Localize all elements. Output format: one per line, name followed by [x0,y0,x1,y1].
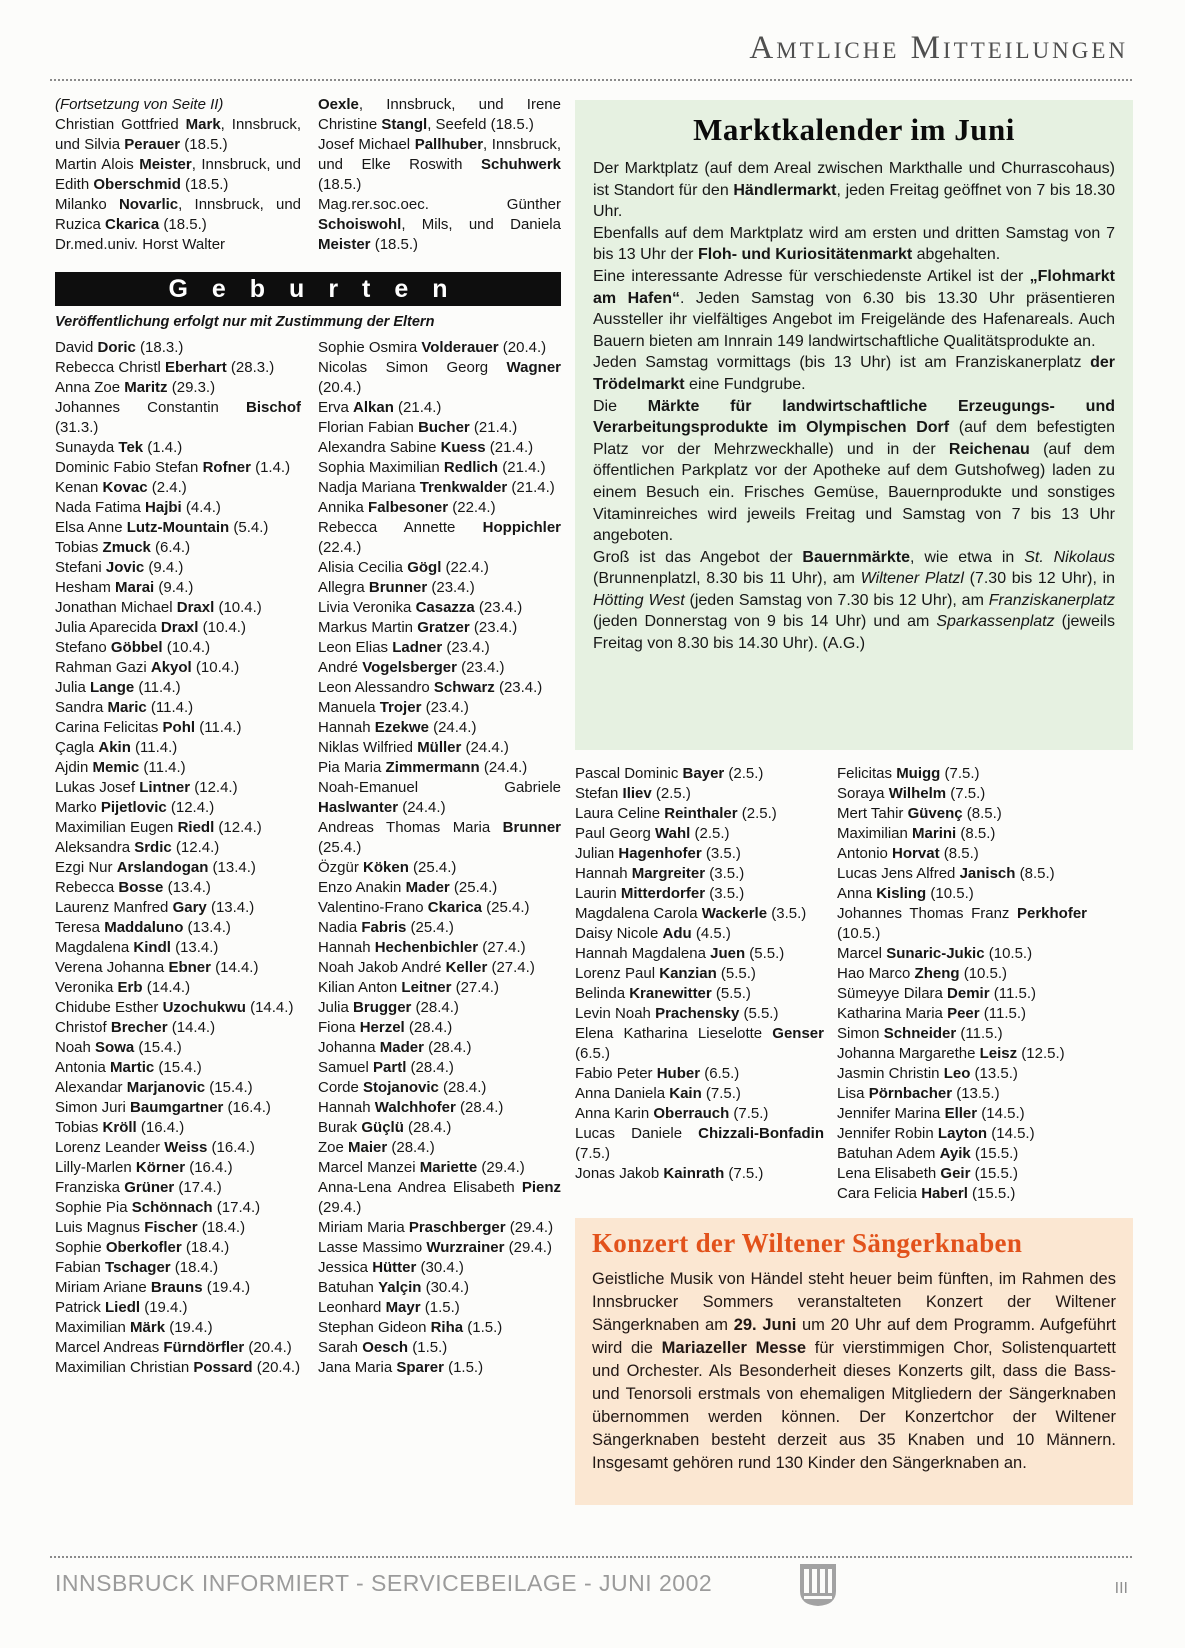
list-item: Jonas Jakob Kainrath (7.5.) [575,1165,764,1182]
list-item: Belinda Kranewitter (5.5.) [575,985,751,1002]
list-item: Veronika Erb (14.4.) [55,979,191,996]
list-item: Anna Daniela Kain (7.5.) [575,1085,741,1102]
list-item: Jessica Hütter (30.4.) [318,1259,464,1276]
list-item: Hannah Magdalena Juen (5.5.) [575,945,785,962]
births-column-4 [837,764,1087,1216]
list-item: Hesham Marai (9.4.) [55,579,194,596]
list-item: Stefan Iliev (2.5.) [575,785,691,802]
list-item: Antonio Horvat (8.5.) [837,845,979,862]
list-item: Geistliche Musik von Händel steht heuer beim fünften, im Rahmen des Innsbrucker Sommers veranstalteten Konzert der Wiltener Sängerknaben am 29. Juni um 20 Uhr auf dem Programm. Aufgeführt wird die Mariazeller Messe für vierstimmigen Chor, Solistenquartett und Orchester. Als Besonderheit dieses Konzerts gilt, dass die Bass- und Tenorsoli erstmals von ehemaligen Mitgliedern der Sängerknaben übernommen werden können. Der Konzertchor der Wiltener Sängerknaben besteht derzeit aus 35 Knaben und 10 Männern. Insgesamt gehören rund 130 Kinder den Sängerknaben an. [592,1270,1116,1472]
section-header-geburten-label: Geburten [168,274,472,303]
list-item: Lucas Jens Alfred Janisch (8.5.) [837,865,1055,882]
list-item: Maximilian Märk (19.4.) [55,1319,213,1336]
section-header-geburten [55,272,561,306]
list-item: Simon Schneider (11.5.) [837,1025,1003,1042]
list-item: Magdalena Kindl (13.4.) [55,939,219,956]
list-item: Sophia Maximilian Redlich (21.4.) [318,459,546,476]
list-item: Alexandar Marjanovic (15.4.) [55,1079,253,1096]
list-item: Felicitas Muigg (7.5.) [837,765,980,782]
list-item: Marcel Andreas Fürndörfler (20.4.) [55,1339,292,1356]
list-item: Pascal Dominic Bayer (2.5.) [575,765,764,782]
list-item: Maximilian Marini (8.5.) [837,825,996,842]
list-item: Chidube Esther Uzochukwu (14.4.) [55,999,294,1016]
page-title: Amtliche Mitteilungen [749,30,1128,66]
list-item: Lisa Pörnbacher (13.5.) [837,1085,1000,1102]
list-item: Leonhard Mayr (1.5.) [318,1299,460,1316]
list-item: Manuela Trojer (23.4.) [318,699,469,716]
list-item: Hannah Walchhofer (28.4.) [318,1099,504,1116]
list-item: Johanna Margarethe Leisz (12.5.) [837,1045,1065,1062]
list-item: Paul Georg Wahl (2.5.) [575,825,730,842]
list-item: Antonia Martic (15.4.) [55,1059,202,1076]
list-item: Elsa Anne Lutz-Mountain (5.4.) [55,519,269,536]
list-item: Katharina Maria Peer (11.5.) [837,1005,1026,1022]
list-item: Julian Hagenhofer (3.5.) [575,845,741,862]
innsbruck-coat-of-arms-logo [797,1562,839,1608]
list-item: Franziska Grüner (17.4.) [55,1179,222,1196]
list-item: Laurenz Manfred Gary (13.4.) [55,899,255,916]
list-item: Cara Felicia Haberl (15.5.) [837,1185,1016,1202]
list-item: Lasse Massimo Wurzrainer (29.4.) [318,1239,552,1256]
list-item: Leon Elias Ladner (23.4.) [318,639,490,656]
list-item: Zoe Maier (28.4.) [318,1139,435,1156]
list-item: Hannah Margreiter (3.5.) [575,865,745,882]
market-calendar-title: Marktkalender im Juni [693,112,1015,147]
list-item: Allegra Brunner (23.4.) [318,579,475,596]
page-number: III [1114,1580,1128,1597]
list-item: Dominic Fabio Stefan Rofner (1.4.) [55,459,291,476]
list-item: Lukas Josef Lintner (12.4.) [55,779,238,796]
list-item: Der Marktplatz (auf dem Areal zwischen Markthalle und Churrascohaus) ist Standort für den Händlermarkt, jeden Freitag geöffnet von 7 bis 18.30 Uhr. [593,160,1116,221]
concert-body [592,1268,1116,1475]
list-item: Özgür Köken (25.4.) [318,859,457,876]
list-item: Aleksandra Srdic (12.4.) [55,839,220,856]
list-item: Dr.med.univ. Horst Walter [55,236,226,253]
list-item: Hannah Hechenbichler (27.4.) [318,939,526,956]
list-item: Levin Noah Prachensky (5.5.) [575,1005,779,1022]
list-item: Valentino-Frano Ckarica (25.4.) [318,899,530,916]
list-item: Corde Stojanovic (28.4.) [318,1079,487,1096]
list-item: Julia Brugger (28.4.) [318,999,459,1016]
list-item: Rahman Gazi Akyol (10.4.) [55,659,240,676]
list-item: Martin Alois Meister, Innsbruck, und Edith Oberschmid (18.5.) [55,156,301,193]
list-item: Anna Karin Oberrauch (7.5.) [575,1105,769,1122]
list-item: Groß ist das Angebot der Bauernmärkte, wie etwa in St. Nikolaus (Brunnenplatzl, 8.30 bis 11 Uhr), am Wiltener Platzl (7.30 bis 12 Uhr), in Hötting West (jeden Samstag von 7.30 bis 12 Uhr), am Franziskanerplatz (jeden Donnerstag von 9 bis 14 Uhr) und am Sparkassenplatz (jeweils Freitag von 8.30 bis 14.30 Uhr). (A.G.) [593,548,1116,653]
footer-text: INNSBRUCK INFORMIERT - SERVICEBEILAGE - JUNI 2002 [55,1570,713,1596]
list-item: Jennifer Marina Eller (14.5.) [837,1105,1025,1122]
list-item: Soraya Wilhelm (7.5.) [837,785,986,802]
list-item: Anna Zoe Maritz (29.3.) [55,379,216,396]
list-item: Luis Magnus Fischer (18.4.) [55,1219,246,1236]
list-item: Josef Michael Pallhuber, Innsbruck, und Elke Roswith Schuhwerk (18.5.) [318,136,561,193]
births-column-3 [575,764,824,1216]
births-column-2 [318,338,561,1518]
list-item: Marcel Manzei Mariette (29.4.) [318,1159,525,1176]
list-item: Samuel Partl (28.4.) [318,1059,454,1076]
concert-box [575,1218,1133,1505]
list-item: Noah Jakob André Keller (27.4.) [318,959,535,976]
list-item: Daisy Nicole Adu (4.5.) [575,925,731,942]
list-item: Maximilian Eugen Riedl (12.4.) [55,819,262,836]
list-item: Tobias Zmuck (6.4.) [55,539,191,556]
list-item: Noah Sowa (15.4.) [55,1039,182,1056]
list-item: Sophie Osmira Volderauer (20.4.) [318,339,547,356]
list-item: Kenan Kovac (2.4.) [55,479,187,496]
list-item: Andreas Thomas Maria Brunner (25.4.) [318,819,561,856]
list-item: Anna Kisling (10.5.) [837,885,974,902]
list-item: Oexle, Innsbruck, und Irene Christine Stangl, Seefeld (18.5.) [318,96,561,133]
births-column-1 [55,338,301,1518]
list-item: Marcel Sunaric-Jukic (10.5.) [837,945,1033,962]
list-item: Rebecca Bosse (13.4.) [55,879,211,896]
list-item: Julia Lange (11.4.) [55,679,181,696]
list-item: Rebecca Annette Hoppichler (22.4.) [318,519,561,556]
list-item: Hannah Ezekwe (24.4.) [318,719,477,736]
list-item: Lorenz Paul Kanzian (5.5.) [575,965,756,982]
list-item: Sandra Maric (11.4.) [55,699,194,716]
list-item: Eine interessante Adresse für verschiedenste Artikel ist der „Flohmarkt am Hafen“. Jeden Samstag von 6.30 bis 13.30 Uhr präsentieren Aussteller ihr vielfältiges Angebot im Freigelände des Hafenareals. Auch Bauern bieten am Innrain 149 landwirtschaftliche Qualitätsprodukte an. [593,267,1115,350]
list-item: Magdalena Carola Wackerle (3.5.) [575,905,807,922]
list-item: Mag.rer.soc.oec. Günther Schoiswohl, Mils, und Daniela Meister (18.5.) [318,196,561,253]
list-item: Maximilian Christian Possard (20.4.) [55,1359,301,1376]
list-item: Noah-Emanuel Gabriele Haslwanter (24.4.) [318,779,561,816]
list-item: Alexandra Sabine Kuess (21.4.) [318,439,534,456]
list-item: Miriam Maria Praschberger (29.4.) [318,1219,554,1236]
list-item: Hao Marco Zheng (10.5.) [837,965,1008,982]
list-item: Ebenfalls auf dem Marktplatz wird am ersten und dritten Samstag von 7 bis 13 Uhr der Floh- und Kuriositätenmarkt abgehalten. [593,224,1115,264]
list-item: Lilly-Marlen Körner (16.4.) [55,1159,233,1176]
list-item: Christian Gottfried Mark, Innsbruck, und Silvia Perauer (18.5.) [55,116,301,153]
list-item: Miriam Ariane Brauns (19.4.) [55,1279,251,1296]
market-calendar-box [575,100,1133,750]
list-item: Batuhan Adem Ayik (15.5.) [837,1145,1019,1162]
list-item: Markus Martin Gratzer (23.4.) [318,619,518,636]
list-item: Stefano Göbbel (10.4.) [55,639,211,656]
market-calendar-body [593,158,1115,655]
list-item: Mert Tahir Güvenç (8.5.) [837,805,1002,822]
list-item: Batuhan Yalçin (30.4.) [318,1279,469,1296]
list-item: Julia Aparecida Draxl (10.4.) [55,619,246,636]
list-item: Lena Elisabeth Geir (15.5.) [837,1165,1018,1182]
list-item: Enzo Anakin Mader (25.4.) [318,879,498,896]
list-item: Niklas Wilfried Müller (24.4.) [318,739,509,756]
list-item: (Fortsetzung von Seite II) [55,96,224,113]
list-item: Rebecca Christl Eberhart (28.3.) [55,359,275,376]
list-item: Carina Felicitas Pohl (11.4.) [55,719,242,736]
list-item: Lorenz Leander Weiss (16.4.) [55,1139,255,1156]
list-item: Johannes Constantin Bischof (31.3.) [55,399,301,436]
list-item: Marko Pijetlovic (12.4.) [55,799,215,816]
list-item: Stefani Jovic (9.4.) [55,559,184,576]
list-item: Sophie Pia Schönnach (17.4.) [55,1199,261,1216]
concert-title: Konzert der Wiltener Sängerknaben [592,1228,1023,1258]
list-item: Erva Alkan (21.4.) [318,399,442,416]
list-item: Johanna Mader (28.4.) [318,1039,472,1056]
header-rule [50,79,1132,81]
list-item: Fiona Herzel (28.4.) [318,1019,453,1036]
list-item: Verena Johanna Ebner (14.4.) [55,959,259,976]
list-item: Lucas Daniele Chizzali-Bonfadin (7.5.) [575,1125,824,1162]
list-item: Nicolas Simon Georg Wagner (20.4.) [318,359,561,396]
list-item: Patrick Liedl (19.4.) [55,1299,188,1316]
list-item: Ezgi Nur Arslandogan (13.4.) [55,859,256,876]
footer-rule [50,1556,1132,1558]
list-item: Teresa Maddaluno (13.4.) [55,919,231,936]
list-item: Simon Juri Baumgartner (16.4.) [55,1099,271,1116]
list-item: Laura Celine Reinthaler (2.5.) [575,805,777,822]
list-item: Nada Fatima Hajbi (4.4.) [55,499,221,516]
list-item: David Doric (18.3.) [55,339,184,356]
list-item: Pia Maria Zimmermann (24.4.) [318,759,528,776]
list-item: Nadia Fabris (25.4.) [318,919,454,936]
list-item: Tobias Kröll (16.4.) [55,1119,185,1136]
list-item: Stephan Gideon Riha (1.5.) [318,1319,503,1336]
list-item: Nadja Mariana Trenkwalder (21.4.) [318,479,555,496]
list-item: Christof Brecher (14.4.) [55,1019,216,1036]
list-item: Çagla Akin (11.4.) [55,739,178,756]
list-item: Anna-Lena Andrea Elisabeth Pienz (29.4.) [318,1179,561,1216]
list-item: Fabian Tschager (18.4.) [55,1259,219,1276]
list-item: Laurin Mitterdorfer (3.5.) [575,885,745,902]
list-item: Burak Güçlü (28.4.) [318,1119,452,1136]
list-item: Alisia Cecilia Gögl (22.4.) [318,559,489,576]
list-item: Sümeyye Dilara Demir (11.5.) [837,985,1036,1002]
list-item: Jonathan Michael Draxl (10.4.) [55,599,262,616]
list-item: Leon Alessandro Schwarz (23.4.) [318,679,543,696]
list-item: Sophie Oberkofler (18.4.) [55,1239,230,1256]
list-item: Annika Falbesoner (22.4.) [318,499,496,516]
list-item: Florian Fabian Bucher (21.4.) [318,419,518,436]
births-disclaimer: Veröffentlichung erfolgt nur mit Zustimmung der Eltern [55,314,435,330]
list-item: Sarah Oesch (1.5.) [318,1339,448,1356]
list-item: Die Märkte für landwirtschaftliche Erzeugungs- und Verarbeitungsprodukte im Olympischen Dorf (auf dem befestigten Platz vor der Mehrzweckhalle) und in der Reichenau (auf dem öffentlichen Parkplatz vor der Apotheke auf dem Gutshofweg) laden zu einem Besuch ein. Frisches Gemüse, Bauernprodukte und sonstiges Vitaminreiches wird jeweils Freitag und Samstag von 7 bis 13 Uhr angeboten. [593,397,1116,545]
list-item: Jeden Samstag vormittags (bis 13 Uhr) ist am Franziskanerplatz der Trödelmarkt eine Fundgrube. [593,354,1115,393]
continuation-column-1 [55,95,301,273]
list-item: Jana Maria Sparer (1.5.) [318,1359,484,1376]
list-item: Elena Katharina Lieselotte Genser (6.5.) [575,1025,824,1062]
list-item: Jennifer Robin Layton (14.5.) [837,1125,1035,1142]
list-item: Sunayda Tek (1.4.) [55,439,183,456]
list-item: Johannes Thomas Franz Perkhofer (10.5.) [837,905,1087,942]
list-item: Milanko Novarlic, Innsbruck, und Ruzica Ckarica (18.5.) [55,196,301,233]
list-item: Ajdin Memic (11.4.) [55,759,186,776]
list-item: André Vogelsberger (23.4.) [318,659,505,676]
list-item: Fabio Peter Huber (6.5.) [575,1065,740,1082]
list-item: Jasmin Christin Leo (13.5.) [837,1065,1018,1082]
list-item: Kilian Anton Leitner (27.4.) [318,979,499,996]
continuation-column-2 [318,95,561,273]
list-item: Livia Veronika Casazza (23.4.) [318,599,523,616]
